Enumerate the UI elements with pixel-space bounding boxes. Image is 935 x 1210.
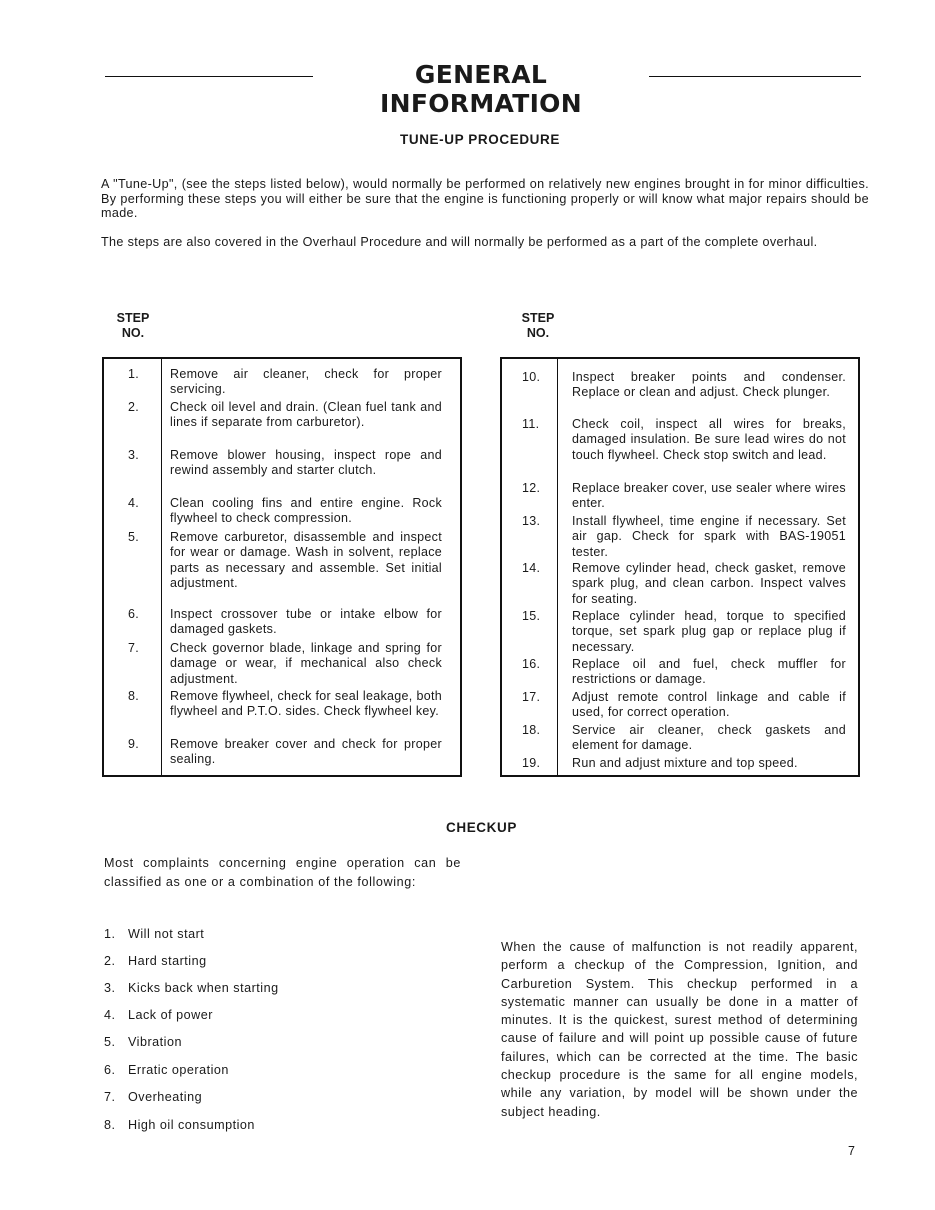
- steps-table-right: [500, 357, 860, 777]
- step-text: Run and adjust mixture and top speed.: [572, 756, 798, 770]
- complaint-number: 3.: [104, 981, 116, 995]
- step-text: Adjust remote control linkage and cable if used, for correct operation.: [572, 690, 846, 720]
- step-text: Remove flywheel, check for seal leakage, both flywheel and P.T.O. sides. Check flywheel key.: [170, 689, 442, 719]
- step-text: Inspect breaker points and condenser. Replace or clean and adjust. Check plunger.: [572, 370, 846, 400]
- tuneup-overhaul-paragraph: The steps are also covered in the Overhaul Procedure and will normally be performed as a part of the complete overhaul.: [101, 235, 818, 249]
- checkup-heading: CHECKUP: [446, 820, 517, 835]
- page-number: 7: [848, 1144, 855, 1158]
- complaint-list-item: [104, 1063, 229, 1077]
- complaint-text: High oil consumption: [128, 1118, 255, 1132]
- complaint-list-item: [104, 1035, 182, 1049]
- complaint-list-item: [104, 1008, 213, 1022]
- step-number: 18.: [522, 723, 541, 737]
- title-rule-left: [105, 76, 313, 77]
- step-number: 2.: [128, 400, 140, 414]
- step-number: 17.: [522, 690, 541, 704]
- complaint-number: 8.: [104, 1118, 116, 1132]
- complaint-text: Kicks back when starting: [128, 981, 279, 995]
- step-number: 11.: [522, 417, 540, 431]
- step-number: 16.: [522, 657, 541, 671]
- step-header-left-line1: STEP: [116, 311, 150, 325]
- step-header-left-line2: NO.: [121, 326, 145, 340]
- step-number: 4.: [128, 496, 140, 510]
- step-number: 3.: [128, 448, 140, 462]
- complaint-list-item: [104, 1090, 202, 1104]
- steps-table-left-divider: [161, 359, 162, 775]
- complaint-list-item: [104, 981, 279, 995]
- step-text: Check oil level and drain. (Clean fuel tank and lines if separate from carburetor).: [170, 400, 442, 430]
- tuneup-heading: TUNE-UP PROCEDURE: [400, 132, 560, 147]
- step-text: Replace oil and fuel, check muffler for restrictions or damage.: [572, 657, 846, 687]
- complaint-number: 6.: [104, 1063, 116, 1077]
- complaint-list-item: [104, 954, 207, 968]
- step-number: 6.: [128, 607, 140, 621]
- step-text: Inspect crossover tube or intake elbow for damaged gaskets.: [170, 607, 442, 637]
- step-number: 14.: [522, 561, 541, 575]
- complaint-number: 5.: [104, 1035, 116, 1049]
- step-number: 5.: [128, 530, 140, 544]
- step-number: 7.: [128, 641, 140, 655]
- complaint-number: 1.: [104, 927, 116, 941]
- checkup-malfunction-paragraph: When the cause of malfunction is not readily apparent, perform a checkup of the Compression, Ignition, and Carburetion System. This checkup performed in a systematic manner can usually be done in a matter of minutes. It is the quickest, surest method of determining cause of failure and will point up possible cause of future failures, which can be corrected at the time. The basic checkup procedure is the same for all engine models, while any variation, by model will be shown under the subject heading.: [501, 940, 858, 1119]
- step-text: Remove breaker cover and check for proper sealing.: [170, 737, 442, 767]
- step-number: 9.: [128, 737, 140, 751]
- complaint-text: Hard starting: [128, 954, 207, 968]
- step-text: Remove air cleaner, check for proper servicing.: [170, 367, 442, 397]
- complaint-number: 4.: [104, 1008, 116, 1022]
- step-number: 19.: [522, 756, 541, 770]
- step-header-right-line1: STEP: [521, 311, 555, 325]
- page-title: GENERAL INFORMATION: [380, 60, 582, 118]
- complaint-number: 2.: [104, 954, 116, 968]
- step-text: Remove blower housing, inspect rope and rewind assembly and starter clutch.: [170, 448, 442, 478]
- step-number: 12.: [522, 481, 541, 495]
- complaint-text: Overheating: [128, 1090, 203, 1104]
- tuneup-intro-paragraph: A "Tune-Up", (see the steps listed below), would normally be performed on relatively new engines brought in for minor difficulties. By performing these steps you will either be sure that the engine is functioning properly or will know what major repairs should be made.: [101, 177, 869, 220]
- steps-table-left: [102, 357, 462, 777]
- checkup-intro-paragraph: Most complaints concerning engine operation can be classified as one or a combination of the following:: [104, 856, 461, 889]
- complaint-text: Lack of power: [128, 1008, 213, 1022]
- step-number: 8.: [128, 689, 140, 703]
- step-header-right: [515, 311, 561, 341]
- steps-table-right-divider: [557, 359, 558, 775]
- step-text: Remove cylinder head, check gasket, remove spark plug, and clean carbon. Inspect valves for seating.: [572, 561, 846, 606]
- step-number: 1.: [128, 367, 140, 381]
- step-text: Clean cooling fins and entire engine. Rock flywheel to check compression.: [170, 496, 442, 526]
- step-text: Replace cylinder head, torque to specified torque, set spark plug gap or replace plug if necessary.: [572, 609, 846, 654]
- title-rule-right: [649, 76, 861, 77]
- step-text: Install flywheel, time engine if necessary. Set air gap. Check for spark with BAS-19051 tester.: [572, 514, 846, 559]
- step-header-left: [110, 311, 156, 341]
- step-text: Replace breaker cover, use sealer where wires enter.: [572, 481, 846, 511]
- step-text: Check coil, inspect all wires for breaks, damaged insulation. Be sure lead wires do not touch flywheel. Check stop switch and lead.: [572, 417, 846, 462]
- step-text: Remove carburetor, disassemble and inspect for wear or damage. Wash in solvent, replace parts as necessary and assemble. Set initial adjustment.: [170, 530, 442, 591]
- complaint-text: Will not start: [128, 927, 205, 941]
- step-header-right-line2: NO.: [526, 326, 550, 340]
- step-text: Check governor blade, linkage and spring for damage or wear, if mechanical also check adjustment.: [170, 641, 442, 686]
- step-number: 13.: [522, 514, 541, 528]
- complaint-list-item: [104, 1118, 255, 1132]
- step-number: 15.: [522, 609, 541, 623]
- complaint-number: 7.: [104, 1090, 116, 1104]
- complaint-list-item: [104, 927, 204, 941]
- complaint-text: Vibration: [128, 1035, 182, 1049]
- step-text: Service air cleaner, check gaskets and element for damage.: [572, 723, 846, 753]
- complaint-text: Erratic operation: [128, 1063, 229, 1077]
- step-number: 10.: [522, 370, 541, 384]
